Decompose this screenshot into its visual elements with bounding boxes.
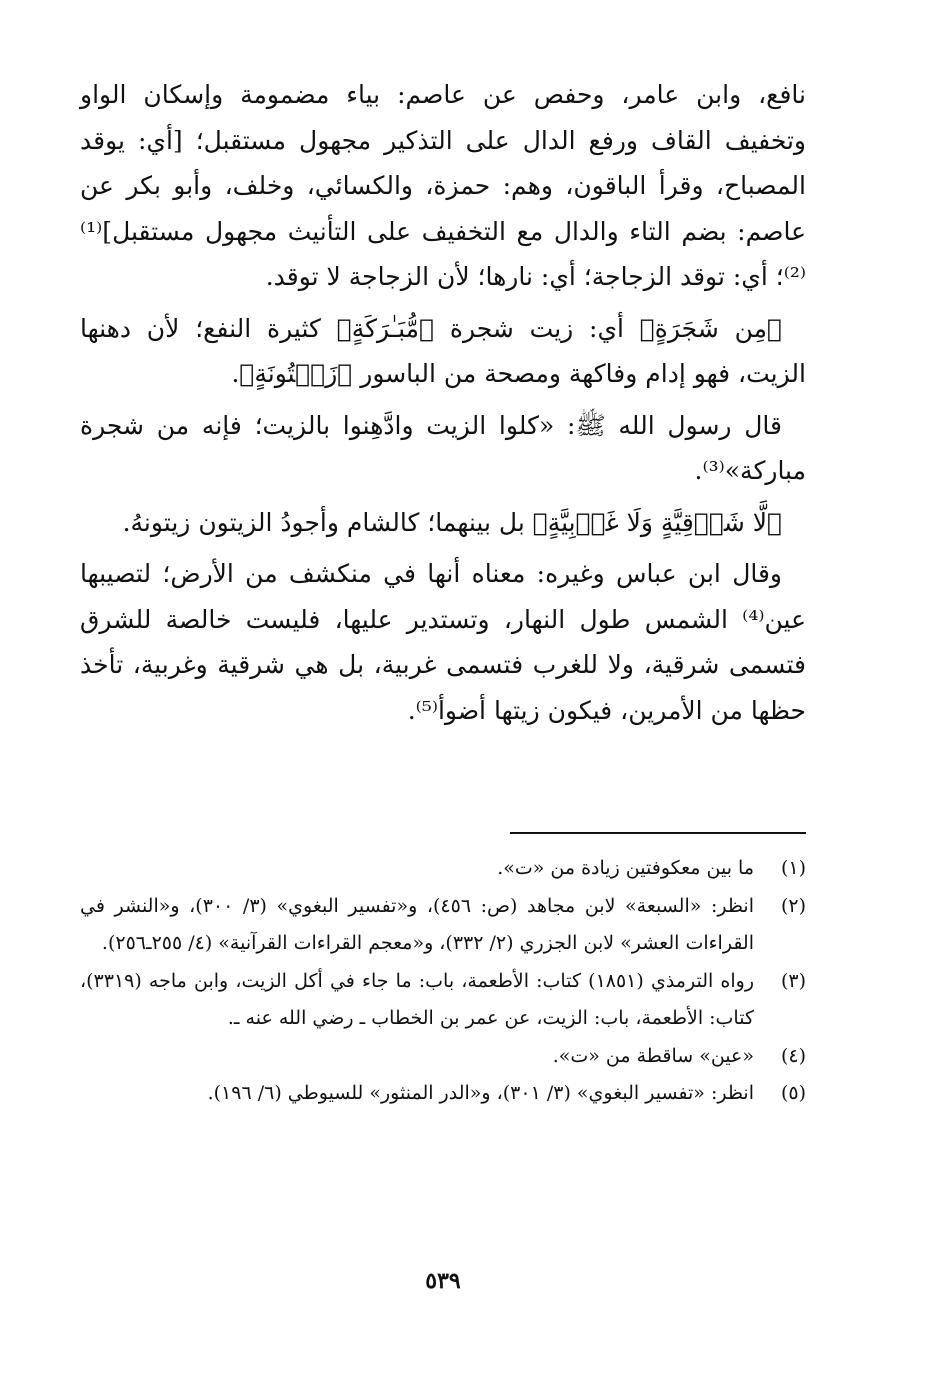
footnote-number: (٢): [780, 894, 806, 917]
footnote-text: ما بين معكوفتين زيادة من «ت».: [497, 857, 754, 879]
footnote-2: [80, 888, 806, 963]
footnote-number: (٥): [780, 1082, 806, 1104]
paragraph-2: ﴿مِن شَجَرَةٍ﴾ أي: زيت شجرة ﴿مُّبَـٰرَكَةٍ﴾ كثيرة النفع؛ لأن دهنها الزيت، فهو إدام وفاكهة ومصحة من الباسور ﴿زَيۡتُونَةٍ﴾.: [80, 313, 806, 388]
footnote-separator: [510, 832, 806, 834]
paragraph-5: وقال ابن عباس وغيره: معناه أنها في منكشف من الأرض؛ لتصيبها عين⁽⁴⁾ الشمس طول النهار، وتستدير عليها، فليست خالصة للشرق فتسمى شرقية، ولا للغرب فتسمى غربية، بل هي شرقية وغربية، تأخذ حظها من الأمرين، فيكون زيتها أضوأ⁽⁵⁾.: [80, 559, 806, 725]
footnote-text: انظر: «تفسير البغوي» (٣/ ٣٠١)، و«الدر المنثور» للسيوطي (٦/ ١٩٦).: [207, 1082, 754, 1104]
paragraph-4: ﴿لَّا شَرۡقِيَّةٍ وَلَا غَرۡبِيَّةٍ﴾ بل بينهما؛ كالشام وأجودُ الزيتون زيتونهُ.: [122, 507, 782, 537]
main-text: [80, 72, 806, 733]
paragraph-1: نافع، وابن عامر، وحفص عن عاصم: بياء مضمومة وإسكان الواو وتخفيف القاف ورفع الدال على التذكير مجهول مستقبل؛ [أي: يوقد المصباح، وقرأ الباقون، وهم: حمزة، والكسائي، وخلف، وأبو بكر عن عاصم: بضم التاء والدال مع التخفيف على التأنيث مجهول مستقبل]⁽¹⁾⁽²⁾؛ أي: توقد الزجاجة؛ أي: نارها؛ لأن الزجاجة لا توقد.: [80, 80, 806, 291]
footnote-5: [80, 1075, 806, 1113]
footnote-text: «عين» ساقطة من «ت».: [552, 1044, 754, 1067]
footnote-number: (٣): [780, 969, 806, 992]
page: [80, 72, 806, 1322]
footnote-number: (١): [780, 857, 806, 879]
footnote-1: [80, 850, 806, 888]
footnote-number: (٤): [780, 1044, 806, 1067]
page-number: ٥٣٩: [425, 1268, 461, 1294]
footnotes: [80, 850, 806, 1113]
footnote-text: رواه الترمذي (١٨٥١) كتاب: الأطعمة، باب: ما جاء في أكل الزيت، وابن ماجه (٣٣١٩)، كتاب: الأطعمة، باب: الزيت، عن عمر بن الخطاب ـ رضي الله عنه ـ.: [80, 969, 754, 1029]
footnote-4: [80, 1038, 806, 1076]
footnote-text: انظر: «السبعة» لابن مجاهد (ص: ٤٥٦)، و«تفسير البغوي» (٣/ ٣٠٠)، و«النشر في القراءات العشر» لابن الجزري (٢/ ٣٣٢)، و«معجم القراءات القرآنية» (٤/ ٢٥٥ـ٢٥٦).: [80, 894, 754, 954]
footnote-3: [80, 963, 806, 1038]
paragraph-3: قال رسول الله ﷺ: «كلوا الزيت وادَّهِنوا بالزيت؛ فإنه من شجرة مباركة»⁽³⁾.: [80, 410, 806, 485]
